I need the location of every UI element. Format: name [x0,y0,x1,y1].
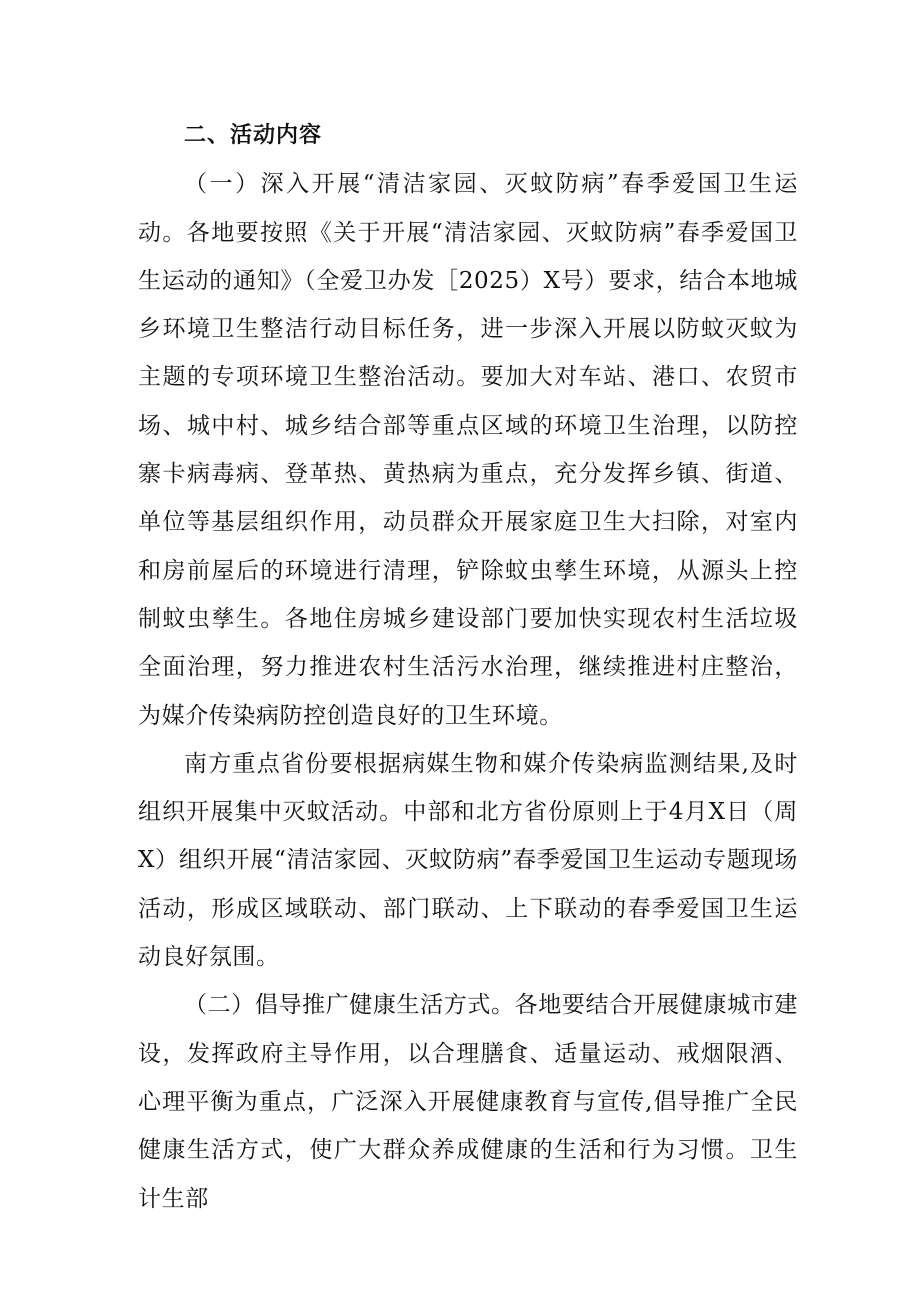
paragraph-3: （二）倡导推广健康生活方式。各地要结合开展健康城市建设，发挥政府主导作用，以合理膳食、适量运动、戒烟限酒、心理平衡为重点，广泛深入开展健康教育与宣传,倡导推广全民健康生活方式，使广大群众养成健康的生活和行为习惯。卫生计生部 [138,992,798,1212]
section-heading: 二、活动内容 [184,123,323,148]
paragraph-2: 南方重点省份要根据病媒生物和媒介传染病监测结果,及时组织开展集中灭蚊活动。中部和北方省份原则上于4月X日（周X）组织开展“清洁家园、灭蚊防病”春季爱国卫生运动专题现场活动，形成区域联动、部门联动、上下联动的春季爱国卫生运动良好氛围。 [138,750,798,971]
paragraph-1: （一）深入开展“清洁家园、灭蚊防病”春季爱国卫生运动。各地要按照《关于开展“清洁家园、灭蚊防病”春季爱国卫生运动的通知》（全爱卫办发［2025）X号）要求，结合本地城乡环境卫生整洁行动目标任务，进一步深入开展以防蚊灭蚊为主题的专项环境卫生整治活动。要加大对车站、港口、农贸市场、城中村、城乡结合部等重点区域的环境卫生治理，以防控寨卡病毒病、登革热、黄热病为重点，充分发挥乡镇、街道、单位等基层组织作用，动员群众开展家庭卫生大扫除，对室内和房前屋后的环境进行清理，铲除蚊虫孳生环境，从源头上控制蚊虫孳生。各地住房城乡建设部门要加快实现农村生活垃圾全面治理，努力推进农村生活污水治理，继续推进村庄整治，为媒介传染病防控创造良好的卫生环境。 [138,171,798,729]
document-body [138,112,798,1223]
